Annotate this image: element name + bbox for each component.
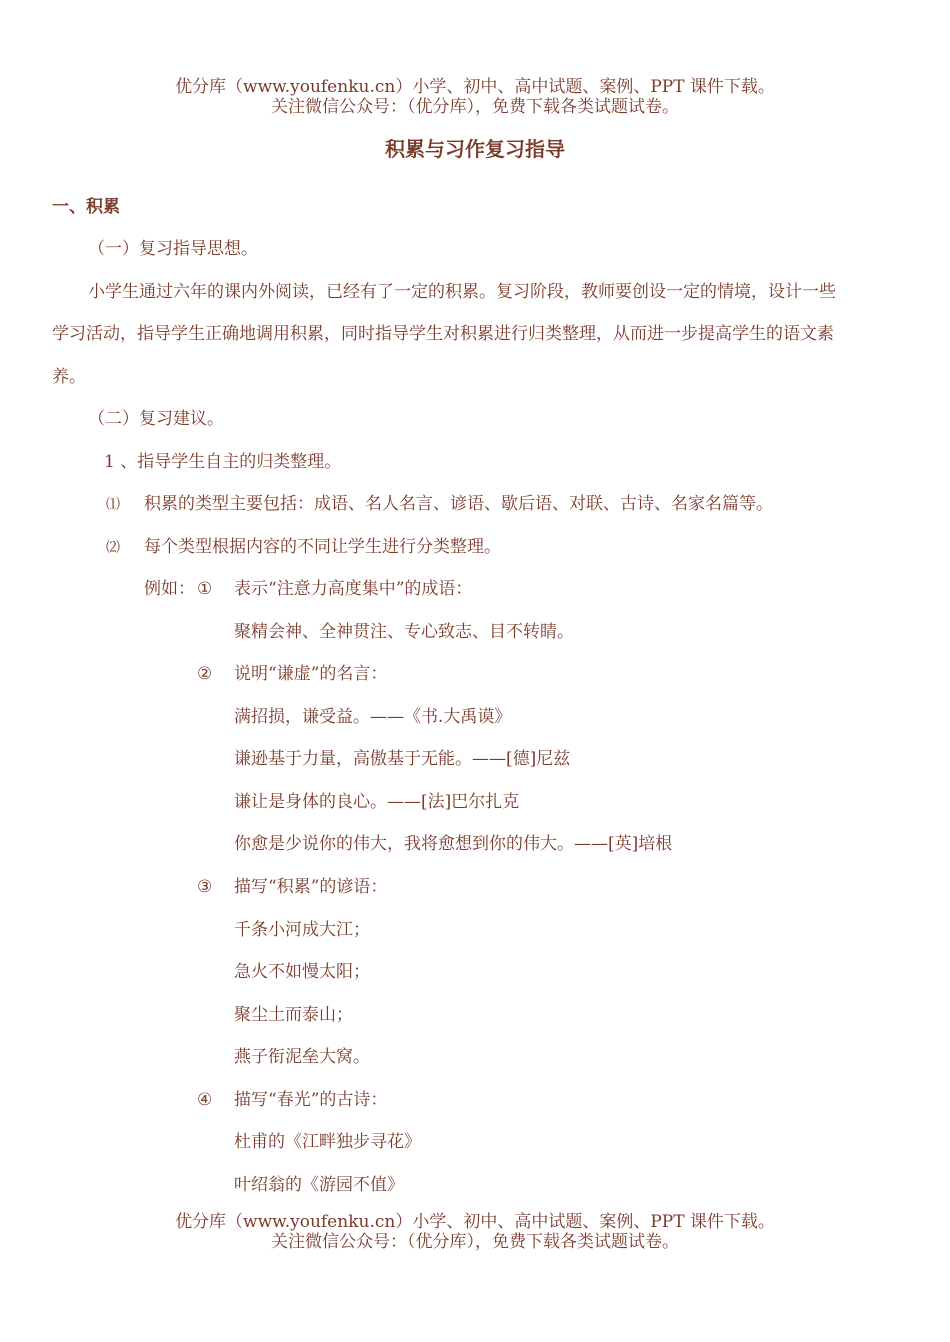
- footer-line-1: 优分库（www.youfenku.cn）小学、初中、高中试题、案例、PPT 课件下载。: [175, 1212, 775, 1232]
- example-2-line-2: 谦逊基于力量，高傲基于无能。——[德]尼兹: [234, 749, 571, 769]
- example-2-line-3: 谦让是身体的良心。——[法]巴尔扎克: [234, 792, 520, 812]
- example-2-line-1: 满招损，谦受益。——《书.大禹谟》: [234, 707, 512, 727]
- example-3-line-4: 燕子衔泥垒大窝。: [234, 1047, 370, 1067]
- example-3-line-1: 千条小河成大江；: [234, 920, 370, 940]
- item-2-number: ⑵: [106, 540, 120, 556]
- example-1-number: ①: [197, 579, 213, 599]
- subheading-suggestions: （二）复习建议。: [88, 409, 224, 429]
- document-title: 积累与习作复习指导: [385, 137, 565, 161]
- example-3-title: 描写“积累”的谚语：: [234, 877, 388, 897]
- header-line-2: 关注微信公众号：（优分库），免费下载各类试题试卷。: [271, 97, 679, 117]
- example-4-title: 描写“春光”的古诗：: [234, 1090, 388, 1110]
- item-1-text: 积累的类型主要包括：成语、名人名言、谚语、歇后语、对联、古诗、名家名篇等。: [144, 494, 773, 514]
- example-1-title: 表示“注意力高度集中”的成语：: [234, 579, 473, 599]
- example-2-line-4: 你愈是少说你的伟大，我将愈想到你的伟大。——[英]培根: [234, 834, 673, 854]
- point-1: 1 、指导学生自主的归类整理。: [104, 452, 342, 472]
- section-heading: 一、积累: [52, 197, 120, 217]
- paragraph-line-2: 学习活动，指导学生正确地调用积累，同时指导学生对积累进行归类整理，从而进一步提高学生的语文素: [52, 324, 834, 344]
- example-1-line: 聚精会神、全神贯注、专心致志、目不转睛。: [234, 622, 574, 642]
- example-3-number: ③: [197, 877, 213, 897]
- example-3-line-2: 急火不如慢太阳；: [234, 962, 370, 982]
- example-4-number: ④: [197, 1090, 213, 1110]
- paragraph-line-3: 养。: [52, 367, 86, 387]
- item-1-number: ⑴: [106, 497, 120, 513]
- footer-line-2: 关注微信公众号：（优分库），免费下载各类试题试卷。: [271, 1232, 679, 1252]
- example-3-line-3: 聚尘土而泰山；: [234, 1005, 353, 1025]
- subheading-guiding-idea: （一）复习指导思想。: [88, 239, 258, 259]
- paragraph-line-1: 小学生通过六年的课内外阅读，已经有了一定的积累。复习阶段，教师要创设一定的情境，设计一些: [88, 282, 836, 302]
- example-2-title: 说明“谦虚”的名言：: [234, 664, 388, 684]
- example-2-number: ②: [197, 664, 213, 684]
- item-2-text: 每个类型根据内容的不同让学生进行分类整理。: [144, 537, 501, 557]
- example-4-line-1: 杜甫的《江畔独步寻花》: [234, 1132, 421, 1152]
- example-label: 例如：: [144, 579, 195, 599]
- header-line-1: 优分库（www.youfenku.cn）小学、初中、高中试题、案例、PPT 课件下载。: [175, 77, 775, 97]
- example-4-line-2: 叶绍翁的《游园不值》: [234, 1175, 404, 1195]
